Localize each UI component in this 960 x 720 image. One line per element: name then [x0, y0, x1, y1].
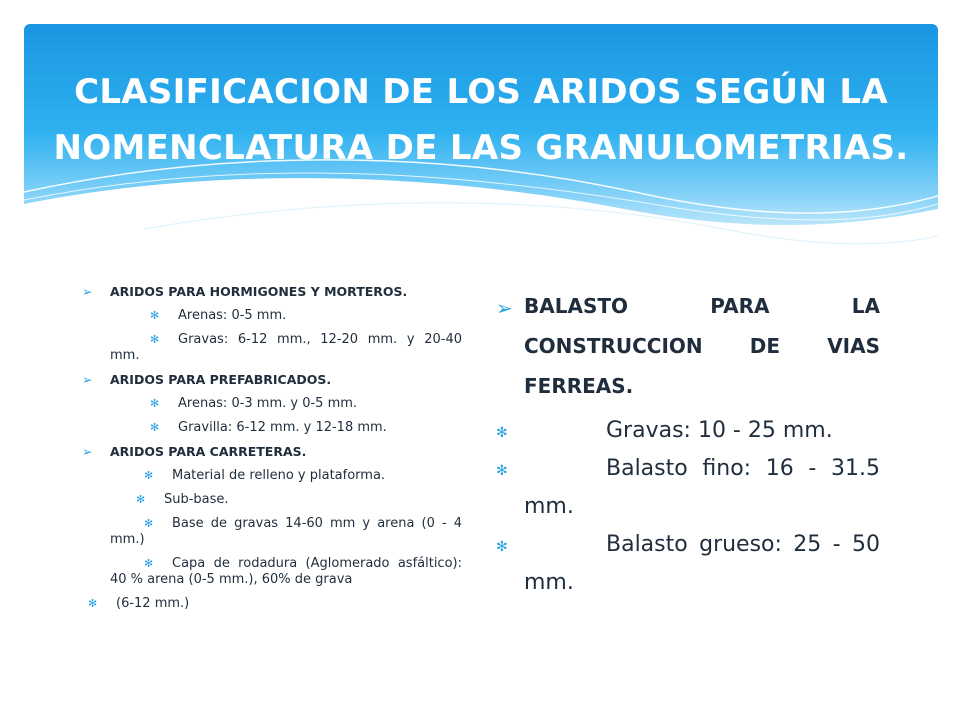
arrow-bullet-icon: ➢: [82, 444, 93, 459]
section-heading-prefabricados: [82, 372, 462, 388]
asterisk-bullet-icon: ✻: [496, 539, 508, 555]
heading-text: BALASTO PARA LA CONSTRUCCION DE VIAS FERREAS.: [524, 294, 880, 398]
arrow-bullet-icon: ➢: [496, 296, 513, 320]
list-item: [496, 526, 880, 602]
heading-text: ARIDOS PARA HORMIGONES Y MORTEROS.: [110, 284, 408, 299]
asterisk-bullet-icon: ✻: [144, 469, 154, 482]
asterisk-bullet-icon: ✻: [88, 597, 98, 610]
list-item: [82, 492, 462, 508]
asterisk-bullet-icon: ✻: [150, 309, 160, 322]
list-item-text: Balasto grueso: 25 - 50 mm.: [524, 532, 880, 595]
asterisk-bullet-icon: ✻: [136, 493, 146, 506]
list-item: [496, 412, 880, 450]
asterisk-bullet-icon: ✻: [150, 333, 160, 346]
title-banner: [24, 24, 938, 264]
list-item: [82, 596, 462, 612]
section-heading-carreteras: [82, 444, 462, 460]
page-title: CLASIFICACION DE LOS ARIDOS SEGÚN LA NOMENCLATURA DE LAS GRANULOMETRIAS.: [53, 72, 909, 168]
asterisk-bullet-icon: ✻: [150, 397, 160, 410]
list-item: [82, 332, 462, 364]
left-column: [82, 284, 462, 620]
list-item-text: Gravas: 10 - 25 mm.: [606, 418, 833, 443]
section-heading-hormigones: [82, 284, 462, 300]
list-item-text: Gravilla: 6-12 mm. y 12-18 mm.: [178, 420, 387, 435]
list-item-text: Balasto fino: 16 - 31.5 mm.: [524, 456, 880, 519]
heading-text: ARIDOS PARA PREFABRICADOS.: [110, 372, 332, 387]
asterisk-bullet-icon: ✻: [150, 421, 160, 434]
asterisk-bullet-icon: ✻: [144, 517, 154, 530]
list-item-text: Sub-base.: [164, 492, 229, 507]
list-item-text: Capa de rodadura (Aglomerado asfáltico): 40 % arena (0-5 mm.), 60% de grava: [110, 556, 462, 587]
list-item: [82, 468, 462, 484]
asterisk-bullet-icon: ✻: [496, 463, 508, 479]
list-item-text: Arenas: 0-5 mm.: [178, 308, 287, 323]
list-item: [82, 420, 462, 436]
section-heading-balasto: [496, 286, 880, 406]
list-item: [82, 516, 462, 548]
list-item: [82, 556, 462, 588]
list-item: [496, 450, 880, 526]
list-item: [82, 308, 462, 324]
list-item: [82, 396, 462, 412]
list-item-text: Base de gravas 14-60 mm y arena (0 - 4 mm.): [110, 516, 462, 547]
list-item-text: Material de relleno y plataforma.: [172, 468, 386, 483]
list-item-text: Gravas: 6-12 mm., 12-20 mm. y 20-40 mm.: [110, 332, 462, 363]
arrow-bullet-icon: ➢: [82, 372, 93, 387]
list-item-text: Arenas: 0-3 mm. y 0-5 mm.: [178, 396, 358, 411]
asterisk-bullet-icon: ✻: [144, 557, 154, 570]
list-item-text: (6-12 mm.): [116, 596, 190, 611]
right-column: [496, 286, 880, 602]
asterisk-bullet-icon: ✻: [496, 425, 508, 441]
arrow-bullet-icon: ➢: [82, 284, 93, 299]
heading-text: ARIDOS PARA CARRETERAS.: [110, 444, 307, 459]
